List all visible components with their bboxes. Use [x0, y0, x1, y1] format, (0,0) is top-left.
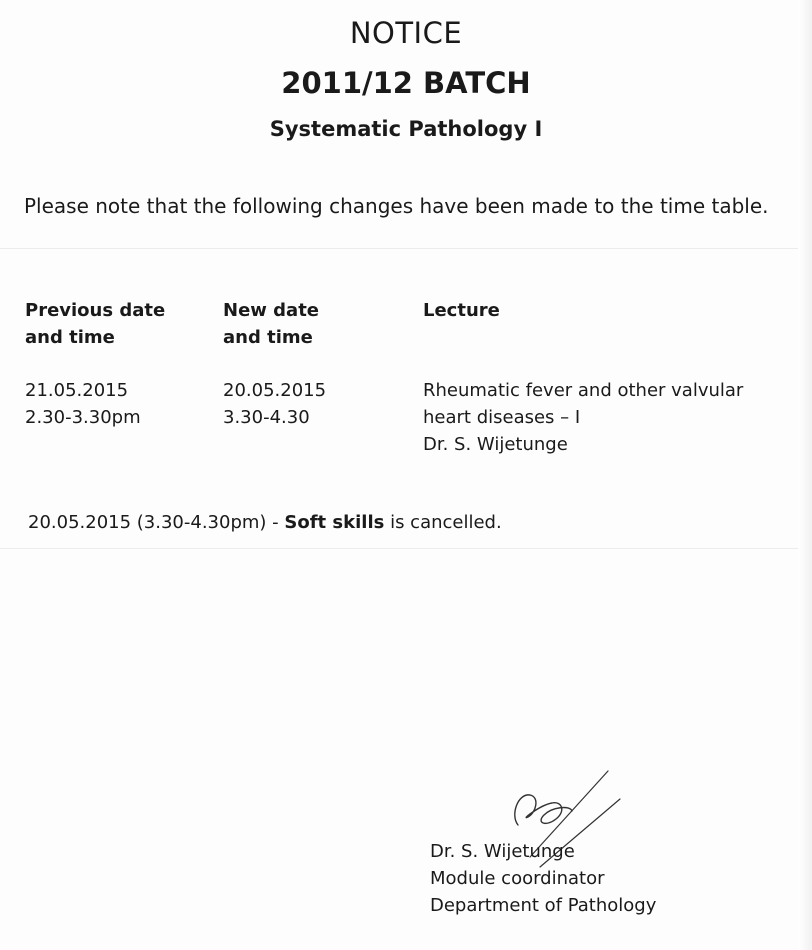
signatory-role: Module coordinator — [430, 868, 605, 889]
header-line: and time — [25, 327, 115, 348]
signatory-department: Department of Pathology — [430, 895, 657, 916]
signatory-block — [430, 838, 656, 919]
header-line: New date — [223, 300, 320, 321]
header-line: Previous date — [25, 300, 166, 321]
cell-previous-date — [25, 377, 141, 431]
header-new-date — [223, 297, 319, 351]
header-lecture — [423, 297, 500, 324]
cancellation-note — [28, 512, 502, 533]
header-line: Lecture — [423, 300, 500, 321]
cell-line: 21.05.2015 — [25, 380, 129, 401]
cell-line: 20.05.2015 — [223, 380, 327, 401]
cell-lecture — [423, 377, 743, 458]
subject-title: Systematic Pathology I — [269, 117, 543, 141]
intro-text: Please note that the following changes have been made to the time table. — [24, 194, 769, 218]
signatory-name: Dr. S. Wijetunge — [430, 841, 575, 862]
cell-line: Dr. S. Wijetunge — [423, 434, 568, 455]
batch-title: 2011/12 BATCH — [281, 66, 531, 100]
header-line: and time — [223, 327, 313, 348]
fold-line — [0, 548, 812, 549]
notice-title: NOTICE — [349, 16, 463, 50]
cell-line: Rheumatic fever and other valvular — [423, 380, 744, 401]
cancellation-bold: Soft skills — [284, 512, 385, 533]
cell-line: 3.30-4.30 — [223, 407, 310, 428]
cancellation-suffix: is cancelled. — [384, 512, 502, 533]
cell-line: 2.30-3.30pm — [25, 407, 141, 428]
cancellation-prefix: 20.05.2015 (3.30-4.30pm) - — [28, 512, 285, 533]
cell-new-date — [223, 377, 326, 431]
fold-line — [0, 248, 812, 249]
header-previous-date — [25, 297, 165, 351]
page-edge-shadow — [798, 0, 812, 950]
cell-line: heart diseases – I — [423, 407, 581, 428]
